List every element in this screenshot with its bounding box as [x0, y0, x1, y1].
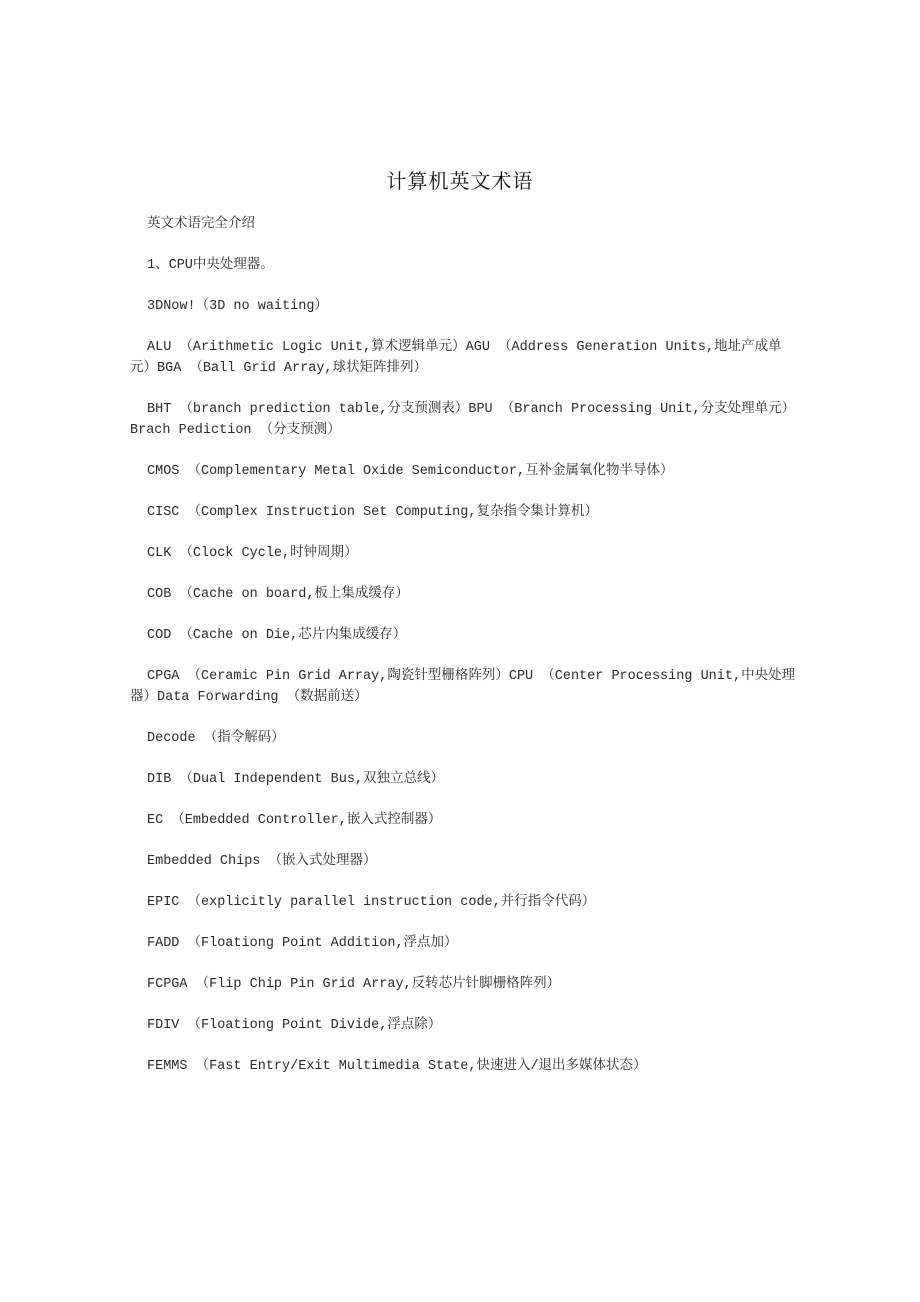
- paragraph-term: CMOS （Complementary Metal Oxide Semiconductor,互补金属氧化物半导体）: [147, 464, 674, 479]
- paragraph-section-heading: 1、CPU中央处理器。: [147, 258, 274, 273]
- document-body: [130, 214, 800, 1097]
- paragraph-term: BHT （branch prediction table,分支预测表）BPU （Branch Processing Unit,分支处理单元）Brach Pediction （分支预测）: [130, 402, 796, 438]
- paragraph-term: CISC （Complex Instruction Set Computing,复杂指令集计算机）: [147, 505, 598, 520]
- paragraph-term: ALU （Arithmetic Logic Unit,算术逻辑单元）AGU （Address Generation Units,地址产成单元）BGA （Ball Grid Array,球状矩阵排列）: [130, 340, 782, 376]
- paragraph-term: FDIV （Floationg Point Divide,浮点除）: [147, 1018, 442, 1033]
- paragraph-term: FEMMS （Fast Entry/Exit Multimedia State,快速进入/退出多媒体状态）: [147, 1059, 647, 1074]
- paragraph-term: Embedded Chips （嵌入式处理器）: [147, 854, 377, 869]
- paragraph-subtitle: 英文术语完全介绍: [147, 217, 255, 232]
- paragraph-term: EC （Embedded Controller,嵌入式控制器）: [147, 813, 442, 828]
- paragraph-term: DIB （Dual Independent Bus,双独立总线）: [147, 772, 445, 787]
- document-title: 计算机英文术语: [386, 169, 534, 193]
- paragraph-term: COD （Cache on Die,芯片内集成缓存）: [147, 628, 407, 643]
- paragraph-term: CLK （Clock Cycle,时钟周期）: [147, 546, 358, 561]
- paragraph-term: COB （Cache on board,板上集成缓存）: [147, 587, 409, 602]
- paragraph-term: Decode （指令解码）: [147, 731, 285, 746]
- paragraph-term: EPIC （explicitly parallel instruction code,并行指令代码）: [147, 895, 596, 910]
- paragraph-term: 3DNow!（3D no waiting）: [147, 299, 328, 314]
- paragraph-term: FCPGA （Flip Chip Pin Grid Array,反转芯片针脚栅格阵列）: [147, 977, 561, 992]
- paragraph-term: FADD （Floationg Point Addition,浮点加）: [147, 936, 458, 951]
- paragraph-term: CPGA （Ceramic Pin Grid Array,陶瓷针型栅格阵列）CPU （Center Processing Unit,中央处理器）Data Forwarding （数据前送）: [130, 669, 796, 705]
